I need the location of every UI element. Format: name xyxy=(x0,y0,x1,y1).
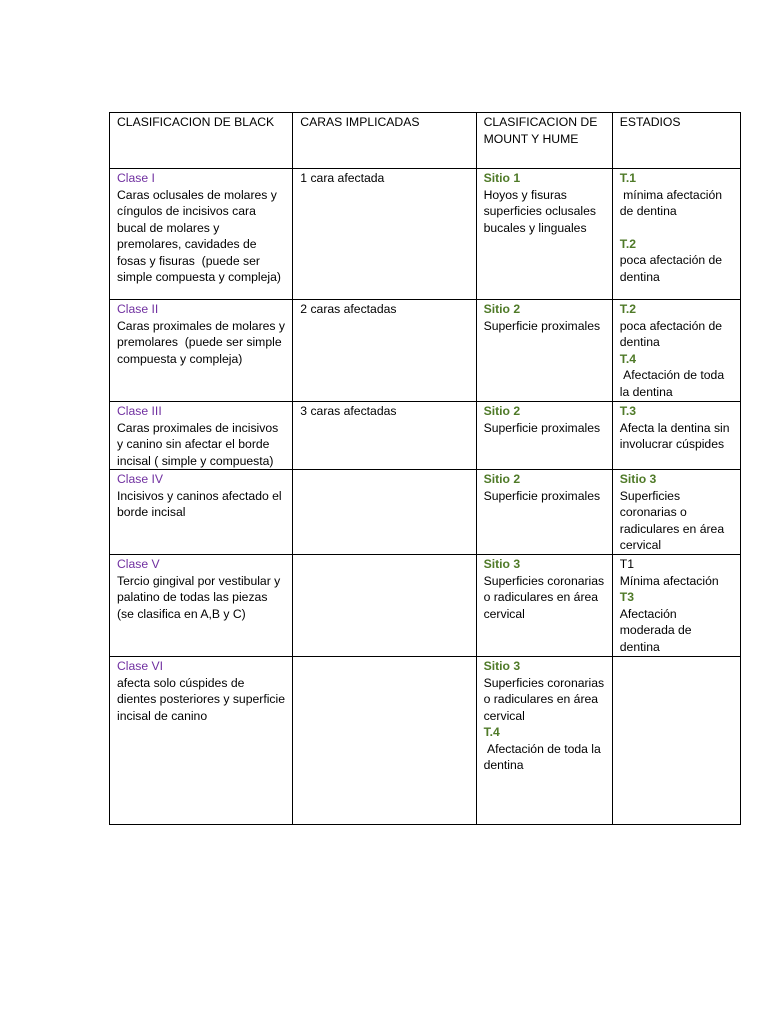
black-class-label: Clase IV xyxy=(117,472,164,486)
site-label: Sitio 2 xyxy=(483,302,521,316)
table-row xyxy=(110,300,741,402)
stage-description: Afecta la dentina sin involucrar cúspides xyxy=(619,420,733,451)
stage-label: T.2 xyxy=(619,236,637,251)
table-row xyxy=(110,657,741,825)
site-cell xyxy=(476,657,612,825)
stage-description: mínima afectación de dentina xyxy=(619,187,726,218)
faces-cell xyxy=(293,555,476,657)
table-row xyxy=(110,402,741,470)
table-header-row xyxy=(110,113,741,169)
black-class-description: Caras oclusales de molares y cíngulos de incisivos cara bucal de molares y premolares, cavidades de fosas y fisuras (puede ser simple compuesta y compleja) xyxy=(117,187,281,284)
header-mount-hume-classification: CLASIFICACION DE MOUNT Y HUME xyxy=(476,113,612,169)
header-black-classification: CLASIFICACION DE BLACK xyxy=(110,113,293,169)
black-class-label: Clase VI xyxy=(117,659,164,673)
faces-cell: 2 caras afectadas xyxy=(293,300,476,402)
stage-label: T.1 xyxy=(619,171,637,185)
stage-label: T1 xyxy=(619,557,634,571)
stage-label: Sitio 3 xyxy=(619,472,657,486)
stage-description: Afectación de toda la dentina xyxy=(619,368,728,399)
site-cell xyxy=(476,300,612,402)
site-label: Sitio 1 xyxy=(483,171,521,185)
table-row xyxy=(110,470,741,555)
site-cell xyxy=(476,470,612,555)
stage-cell xyxy=(612,555,740,657)
black-class-description: Caras proximales de molares y premolares (puede ser simple compuesta y compleja) xyxy=(117,318,289,366)
stage-cell xyxy=(612,470,740,555)
stage-description: Superficies coronarias o radiculares en área cervical xyxy=(619,488,728,552)
stage-cell xyxy=(612,402,740,470)
table-row xyxy=(110,555,741,657)
site-description: Superficies coronarias o radiculares en área cervical xyxy=(483,573,608,621)
stage-label: T.4 xyxy=(619,351,637,366)
stage-spacer xyxy=(620,220,733,236)
stage-cell xyxy=(612,657,740,825)
site-description: Superficie proximales xyxy=(483,318,601,333)
black-class-cell xyxy=(110,169,293,300)
stage-cell xyxy=(612,169,740,300)
black-class-cell xyxy=(110,470,293,555)
faces-cell xyxy=(293,470,476,555)
black-class-description: afecta solo cúspides de dientes posteriores y superficie incisal de canino xyxy=(117,675,289,723)
site-description: Superficies coronarias o radiculares en área cervical xyxy=(483,675,608,723)
site-description: Hoyos y fisuras superficies oclusales bucales y linguales xyxy=(483,187,600,235)
faces-cell: 1 cara afectada xyxy=(293,169,476,300)
site-label: Sitio 3 xyxy=(483,557,521,571)
stage-label: T.2 xyxy=(619,302,637,316)
stage-label: T3 xyxy=(619,590,634,604)
black-class-cell xyxy=(110,300,293,402)
faces-cell: 3 caras afectadas xyxy=(293,402,476,470)
classification-table xyxy=(109,112,741,825)
site-label: Sitio 2 xyxy=(483,404,521,418)
stage-label: T.3 xyxy=(619,404,637,418)
site-cell xyxy=(476,169,612,300)
header-involved-faces: CARAS IMPLICADAS xyxy=(293,113,476,169)
black-class-label: Clase III xyxy=(117,404,162,418)
stage-description: poca afectación de dentina xyxy=(619,318,726,349)
site-cell xyxy=(476,402,612,470)
black-class-cell xyxy=(110,657,293,825)
stage-description: Afectación moderada de dentina xyxy=(619,606,695,654)
black-class-cell xyxy=(110,402,293,470)
table-row xyxy=(110,169,741,300)
header-stages: ESTADIOS xyxy=(612,113,740,169)
black-class-description: Tercio gingival por vestibular y palatino de todas las piezas (se clasifica en A,B y C) xyxy=(117,573,284,621)
faces-cell xyxy=(293,657,476,825)
stage-description: Mínima afectación xyxy=(619,573,719,588)
black-class-description: Incisivos y caninos afectado el borde incisal xyxy=(117,488,286,519)
stage-description: Afectación de toda la dentina xyxy=(483,741,605,772)
stage-label: T.4 xyxy=(483,725,500,739)
site-label: Sitio 2 xyxy=(483,472,521,486)
site-cell xyxy=(476,555,612,657)
stage-cell xyxy=(612,300,740,402)
black-class-description: Caras proximales de incisivos y canino sin afectar el borde incisal ( simple y compuesta) xyxy=(117,420,282,468)
site-label: Sitio 3 xyxy=(483,659,521,673)
black-class-label: Clase V xyxy=(117,557,160,571)
site-description: Superficie proximales xyxy=(483,420,601,435)
black-class-cell xyxy=(110,555,293,657)
stage-description: poca afectación de dentina xyxy=(619,253,726,284)
black-class-label: Clase I xyxy=(117,171,155,185)
site-description: Superficie proximales xyxy=(483,488,601,503)
black-class-label: Clase II xyxy=(117,302,159,316)
